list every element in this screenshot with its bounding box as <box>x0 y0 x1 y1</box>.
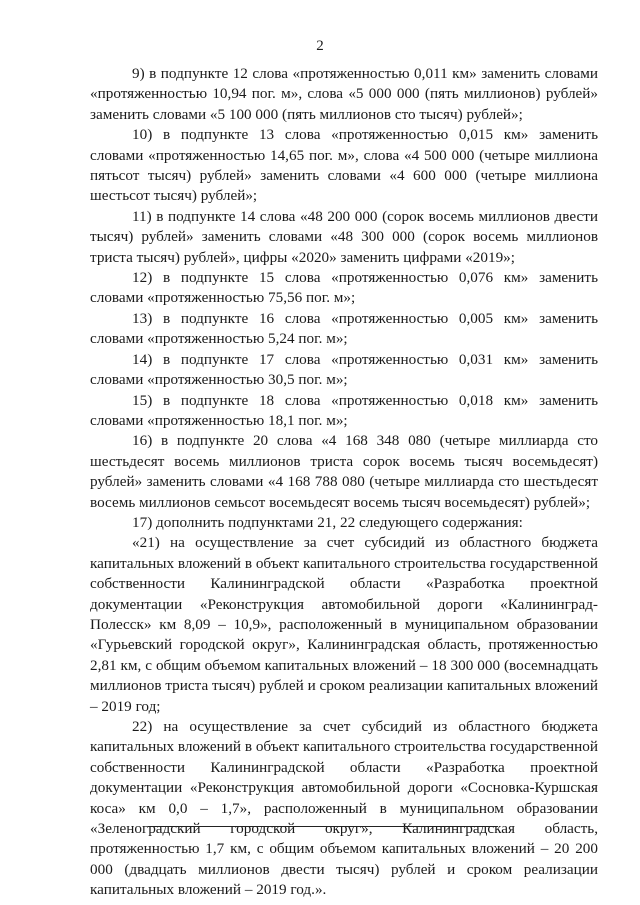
amendment-item-12: 12) в подпункте 15 слова «протяженностью 0,076 км» заменить словами «протяженностью 75,56 пог. м»; <box>90 269 598 307</box>
document-body <box>90 64 598 901</box>
amendment-item-13: 13) в подпункте 16 слова «протяженностью 0,005 км» заменить словами «протяженностью 5,24 пог. м»; <box>90 309 598 348</box>
amendment-item-9: 9) в подпункте 12 слова «протяженностью 0,011 км» заменить словами «протяженностью 10,94 пог. м», слова «5 000 000 (пять миллионов) рублей» заменить словами «5 100 000 (пять миллионов сто тысяч) рублей»; <box>90 65 598 123</box>
amendment-item-11: 11) в подпункте 14 слова «48 200 000 (сорок восемь миллионов двести тысяч) рублей» заменить словами «48 300 000 (сорок восемь миллионов триста тысяч) рублей», цифры «2020» заменить цифрами «2019»; <box>90 207 598 266</box>
amendment-item-15: 15) в подпункте 18 слова «протяженностью 0,018 км» заменить словами «протяженностью 18,1 пог. м»; <box>90 391 598 429</box>
page-number: 2 <box>316 38 324 54</box>
new-subitem-22: 22) на осуществление за счет субсидий из областного бюджета капитальных вложений в объект капитального строительства государственной собственности Калининградской области «Разработка проектной документации «Реконструкция автомобильной дороги «Сосновка-Куршская коса» км 0,0 – 1,7», расположенный в муниципальном образовании «Зеленоградский городской округ», Калининградская область, протяженностью 1,7 км, с общим объемом капитальных вложений – 20 200 000 (двадцать миллионов двести тысяч) рублей и сроком реализации капитальных вложений – 2019 год.». <box>90 718 598 899</box>
signature-separator-line <box>148 826 498 827</box>
amendment-item-16: 16) в подпункте 20 слова «4 168 348 080 (четыре миллиарда сто шестьдесят восемь миллионов триста сорок восемь тысяч восемьдесят) рублей» заменить словами «4 168 788 080 (четыре миллиарда сто шестьдесят восемь миллионов семьсот восемьдесят восемь тысяч восемьдесят) рублей»; <box>90 432 598 511</box>
amendment-item-17: 17) дополнить подпунктами 21, 22 следующего содержания: <box>132 513 523 531</box>
amendment-item-14: 14) в подпункте 17 слова «протяженностью 0,031 км» заменить словами «протяженностью 30,5 пог. м»; <box>90 350 598 389</box>
amendment-item-10: 10) в подпункте 13 слова «протяженностью 0,015 км» заменить словами «протяженностью 14,65 пог. м», слова «4 500 000 (четыре миллиона пятьсот тысяч) рублей» заменить словами «4 600 000 (четыре миллиона шестьсот тысяч) рублей»; <box>90 126 598 205</box>
new-subitem-21: «21) на осуществление за счет субсидий из областного бюджета капитальных вложений в объект капитального строительства государственной собственности Калининградской области «Разработка проектной документации «Реконструкция автомобильной дороги «Калининград-Полесск» км 8,09 – 10,9», расположенный в муниципальном образовании «Гурьевский городской округ», Калининградская область, протяженностью 2,81 км, с общим объемом капитальных вложений – 18 300 000 (восемнадцать миллионов триста тысяч) рублей и сроком реализации капитальных вложений – 2019 год; <box>90 534 598 715</box>
